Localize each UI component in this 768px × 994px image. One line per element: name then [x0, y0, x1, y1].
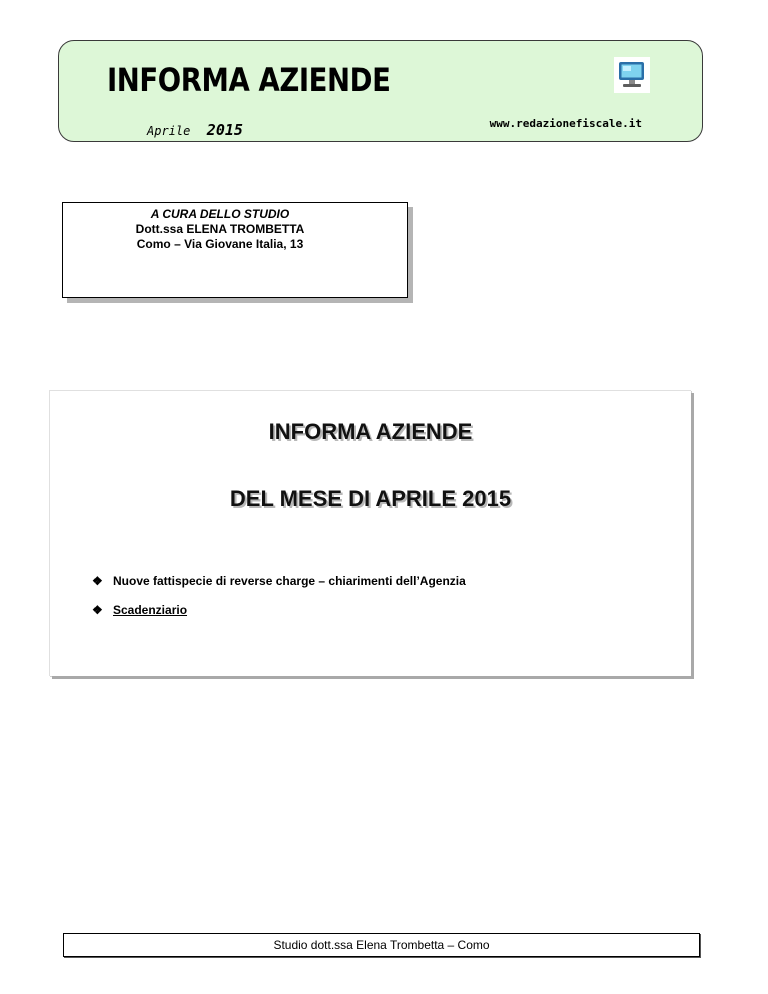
studio-address: Como – Via Giovane Italia, 13 [136, 237, 304, 251]
diamond-bullet-icon: ❖ [92, 603, 103, 617]
footer [63, 933, 700, 957]
issue-year: 2015 [206, 121, 243, 139]
computer-monitor-icon [614, 57, 650, 93]
topic-item [92, 573, 466, 589]
scadenziario-link[interactable]: Scadenziario [113, 603, 188, 617]
header-banner [58, 40, 703, 142]
website-url[interactable]: www.redazionefiscale.it [489, 117, 642, 130]
studio-heading: A CURA DELLO STUDIO [150, 207, 290, 221]
topic-label: Nuove fattispecie di reverse charge – chiarimenti dell’Agenzia [113, 574, 466, 588]
studio-box [62, 202, 408, 298]
issue-date [147, 121, 243, 139]
contents-title: INFORMA AZIENDE [268, 419, 473, 444]
studio-name: Dott.ssa ELENA TROMBETTA [135, 222, 305, 236]
issue-month: Aprile [147, 124, 191, 138]
topic-item[interactable] [92, 602, 466, 618]
topics-list [92, 573, 466, 631]
contents-box [49, 390, 691, 676]
footer-text: Studio dott.ssa Elena Trombetta – Como [273, 938, 490, 952]
contents-subtitle: DEL MESE DI APRILE 2015 [229, 486, 512, 511]
diamond-bullet-icon: ❖ [92, 574, 103, 588]
masthead-title: INFORMA AZIENDE [107, 61, 391, 99]
